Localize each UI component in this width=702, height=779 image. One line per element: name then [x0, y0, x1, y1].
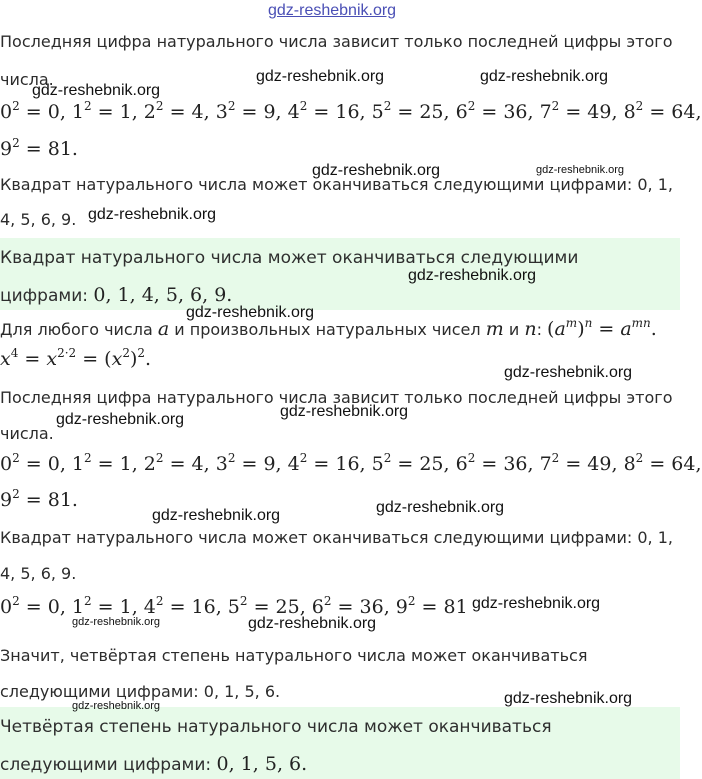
watermark: gdz-reshebnik.org [504, 690, 633, 707]
power-formula: $x^4 = x^{2\cdot 2} = (x^2)^2$. [0, 346, 152, 370]
answer-2-line1: Четвёртая степень натурального числа может оканчиваться [0, 717, 552, 737]
watermark-top-link[interactable]: gdz-reshebnik.org [268, 2, 397, 19]
square-endings-1b: 4, 5, 6, 9. [0, 210, 77, 229]
fourth-powers-list: $0^2 = 0$, $1^2 = 1$, $4^2 = 16$, $5^2 = 25$, $6^2 = 36$, $9^2 = 81$ [0, 594, 468, 618]
watermark: gdz-reshebnik.org [312, 162, 441, 179]
answer-2-line2 [0, 753, 307, 775]
watermark: gdz-reshebnik.org [248, 615, 377, 632]
watermark: gdz-reshebnik.org [186, 304, 315, 321]
answer-1-digits: 0, 1, 4, 5, 6, 9. [93, 284, 233, 306]
squares-list-1-end: $9^2 = 81$. [0, 136, 78, 160]
watermark: gdz-reshebnik.org [72, 700, 161, 712]
squares-list-2: $0^2 = 0$, $1^2 = 1$, $2^2 = 4$, $3^2 = 9$, $4^2 = 16$, $5^2 = 25$, $6^2 = 36$, $7^2 = 49$, $8^2 = 64$, [0, 451, 702, 475]
squares-list-1: $0^2 = 0$, $1^2 = 1$, $2^2 = 4$, $3^2 = 9$, $4^2 = 16$, $5^2 = 25$, $6^2 = 36$, $7^2 = 49$, $8^2 = 64$, [0, 99, 702, 123]
squares-list-2-end: $9^2 = 81$. [0, 487, 78, 511]
square-endings-2a: Квадрат натурального числа может оканчиваться следующими цифрами: 0, 1, [0, 528, 673, 547]
answer-2-digits: 0, 1, 5, 6. [216, 753, 308, 775]
watermark: gdz-reshebnik.org [408, 267, 537, 284]
watermark: gdz-reshebnik.org [536, 164, 625, 176]
conclusion-a: Значит, четвёртая степень натурального числа может оканчиваться [0, 646, 588, 665]
answer-1-label: цифрами: [0, 286, 94, 306]
watermark: gdz-reshebnik.org [56, 411, 185, 428]
paragraph-last-digit-1a: Последняя цифра натурального числа зависит только последней цифры этого [0, 32, 673, 51]
watermark: gdz-reshebnik.org [152, 507, 281, 524]
power-rule: Для любого числа a и произвольных натуральных чисел m и n: $(a^m)^n = a^{mn}$. [0, 316, 657, 340]
paragraph-last-digit-2a: Последняя цифра натурального числа зависит только последней цифры этого [0, 388, 673, 407]
square-endings-1a: Квадрат натурального числа может оканчиваться следующими цифрами: 0, 1, [0, 175, 673, 194]
watermark: gdz-reshebnik.org [32, 82, 161, 99]
watermark: gdz-reshebnik.org [256, 68, 385, 85]
watermark: gdz-reshebnik.org [376, 499, 505, 516]
watermark: gdz-reshebnik.org [280, 403, 409, 420]
conclusion-b: следующими цифрами: 0, 1, 5, 6. [0, 682, 281, 701]
answer-1-line2 [0, 284, 232, 306]
paragraph-last-digit-1b: числа. [0, 70, 54, 89]
watermark: gdz-reshebnik.org [504, 364, 633, 381]
watermark: gdz-reshebnik.org [88, 206, 217, 223]
answer-1-line1: Квадрат натурального числа может оканчиваться следующими [0, 248, 579, 268]
watermark: gdz-reshebnik.org [480, 68, 609, 85]
answer-2-label: следующими цифрами: [0, 755, 217, 775]
watermark: gdz-reshebnik.org [472, 595, 601, 612]
watermark: gdz-reshebnik.org [72, 616, 161, 628]
square-endings-2b: 4, 5, 6, 9. [0, 564, 77, 583]
paragraph-last-digit-2b: числа. [0, 424, 54, 443]
